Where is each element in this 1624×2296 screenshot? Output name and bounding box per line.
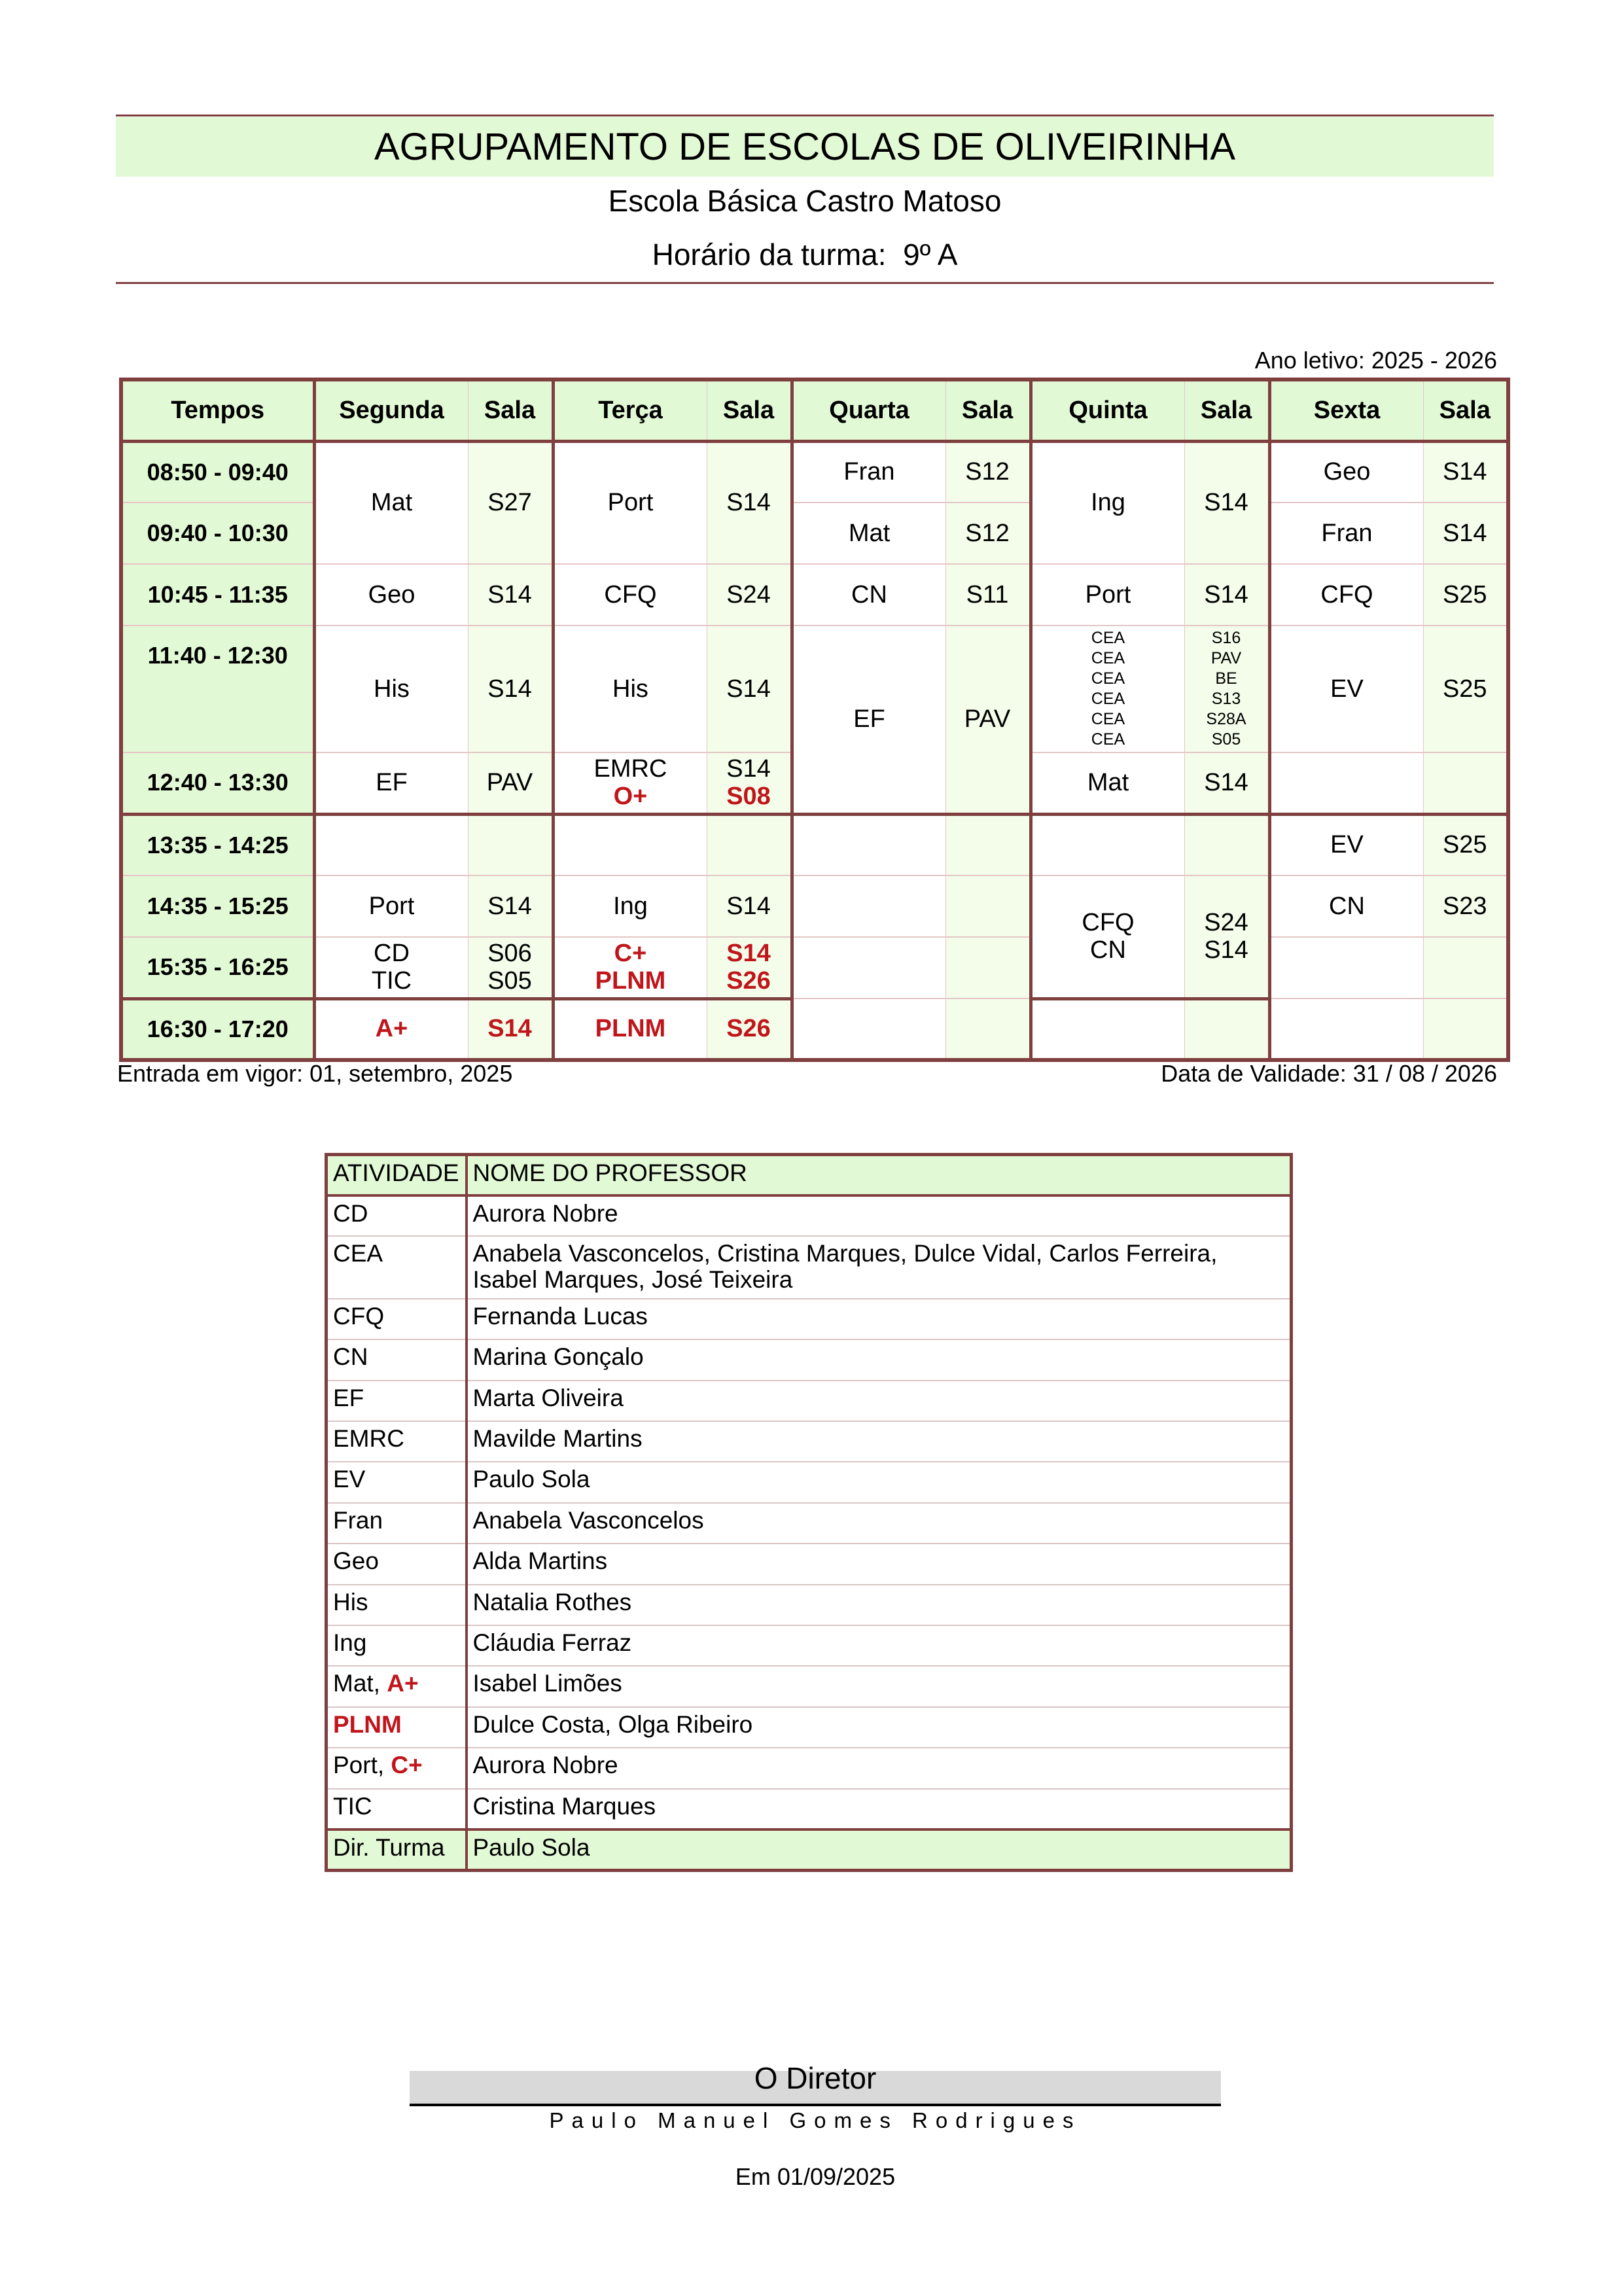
wednesday-room <box>945 814 1031 875</box>
col-header-room: Sala <box>1184 380 1269 441</box>
teacher-row <box>327 1339 1292 1380</box>
friday-room <box>1423 752 1508 814</box>
monday-room <box>468 937 553 998</box>
col-header-room: Sala <box>1423 380 1508 441</box>
teacher-row <box>327 1195 1292 1236</box>
teacher-row <box>327 1585 1292 1625</box>
teacher-cell <box>467 1236 1292 1299</box>
class-title <box>116 237 1494 272</box>
friday-subject: EV <box>1269 626 1423 752</box>
thursday-subject <box>1031 814 1184 875</box>
time-slot: 15:35 - 16:25 <box>121 937 314 998</box>
friday-room: S23 <box>1423 875 1508 937</box>
activity-cell: Fran <box>327 1503 467 1544</box>
activity-name: Port, <box>333 1752 391 1779</box>
wednesday-subject <box>792 875 945 937</box>
header-activity: ATIVIDADE <box>327 1155 467 1195</box>
room-value: S08 <box>726 783 771 811</box>
monday-room: PAV <box>468 752 553 814</box>
wednesday-subject <box>792 998 945 1060</box>
wednesday-subject: EF <box>792 626 945 814</box>
monday-room: S14 <box>468 875 553 937</box>
cea-subject: CEA <box>1091 669 1125 688</box>
teacher-row <box>327 1421 1292 1462</box>
cea-subject: CEA <box>1091 629 1125 647</box>
monday-subject: Mat <box>314 441 468 564</box>
room-value: S24 <box>1204 909 1248 937</box>
wednesday-room <box>945 937 1031 998</box>
tuesday-room <box>707 752 792 814</box>
activity-cell: EF <box>327 1381 467 1421</box>
teacher-line: Anabela Vasconcelos, Cristina Marques, Dulce Vidal, Carlos Ferreira, <box>472 1240 1218 1267</box>
col-header-thursday: Quinta <box>1031 380 1184 441</box>
teacher-cell: Aurora Nobre <box>467 1748 1292 1788</box>
time-slot: 12:40 - 13:30 <box>121 752 314 814</box>
teacher-row <box>327 1789 1292 1829</box>
subject-c-plus: C+ <box>614 940 647 968</box>
activity-cell: Geo <box>327 1544 467 1584</box>
tuesday-subject <box>553 752 707 814</box>
friday-room: S14 <box>1423 503 1508 564</box>
teacher-line: Isabel Marques, José Teixeira <box>472 1266 793 1294</box>
activity-extra: A+ <box>387 1670 419 1697</box>
room-value: S26 <box>726 967 771 995</box>
activity-cell: Dir. Turma <box>327 1829 467 1871</box>
activity-cell: EMRC <box>327 1421 467 1462</box>
thursday-room <box>1184 814 1269 875</box>
friday-subject <box>1269 937 1423 998</box>
tuesday-room: S14 <box>707 441 792 564</box>
schedule-table <box>119 378 1510 1062</box>
teacher-row <box>327 1299 1292 1339</box>
teacher-row <box>327 1707 1292 1748</box>
activity-cell: CFQ <box>327 1299 467 1339</box>
col-header-monday: Segunda <box>314 380 468 441</box>
monday-room <box>468 814 553 875</box>
subject-cn: CN <box>1090 936 1126 964</box>
room-value: S14 <box>726 755 771 783</box>
subject-plnm: PLNM <box>595 967 666 995</box>
schedule-row <box>121 626 1508 752</box>
friday-room <box>1423 937 1508 998</box>
teacher-row <box>327 1462 1292 1502</box>
col-header-tuesday: Terça <box>553 380 707 441</box>
col-header-friday: Sexta <box>1269 380 1423 441</box>
monday-subject: Geo <box>314 564 468 626</box>
activity-extra: C+ <box>391 1752 423 1779</box>
wednesday-subject: Fran <box>792 441 945 503</box>
activity-cell <box>327 1748 467 1788</box>
room-value: S14 <box>1204 936 1248 964</box>
activity-cell: His <box>327 1585 467 1625</box>
teacher-cell: Paulo Sola <box>467 1829 1292 1871</box>
wednesday-subject: CN <box>792 564 945 626</box>
room-value: S05 <box>487 967 532 995</box>
wednesday-room <box>945 875 1031 937</box>
cea-subject: CEA <box>1091 730 1125 749</box>
friday-subject: CFQ <box>1269 564 1423 626</box>
cea-room: S05 <box>1211 730 1241 749</box>
teacher-row <box>327 1544 1292 1584</box>
tuesday-subject: Ing <box>553 875 707 937</box>
thursday-room <box>1184 998 1269 1060</box>
activity-cell: CD <box>327 1195 467 1236</box>
tuesday-room <box>707 937 792 998</box>
school-year: Ano letivo: 2025 - 2026 <box>1254 347 1497 374</box>
wednesday-room: S11 <box>945 564 1031 626</box>
teacher-cell: Cláudia Ferraz <box>467 1625 1292 1666</box>
monday-subject: His <box>314 626 468 752</box>
thursday-cea-subjects <box>1031 626 1184 752</box>
thursday-room: S14 <box>1184 441 1269 564</box>
col-header-room: Sala <box>468 380 553 441</box>
tuesday-subject: PLNM <box>553 998 707 1060</box>
cea-room: S28A <box>1206 710 1246 728</box>
subject-cfq: CFQ <box>1082 909 1135 937</box>
tuesday-room: S26 <box>707 998 792 1060</box>
thursday-subject <box>1031 875 1184 998</box>
schedule-row <box>121 441 1508 503</box>
friday-room: S25 <box>1423 564 1508 626</box>
activity-cell: EV <box>327 1462 467 1502</box>
class-label: Horário da turma: <box>652 238 887 272</box>
thursday-subject: Port <box>1031 564 1184 626</box>
tuesday-subject: Port <box>553 441 707 564</box>
wednesday-room: S12 <box>945 441 1031 503</box>
wednesday-subject <box>792 814 945 875</box>
activity-cell: CEA <box>327 1236 467 1299</box>
page-title: AGRUPAMENTO DE ESCOLAS DE OLIVEIRINHA <box>116 117 1494 177</box>
thursday-cea-rooms <box>1184 626 1269 752</box>
signature-label: O Diretor <box>754 2061 877 2095</box>
teacher-cell: Dulce Costa, Olga Ribeiro <box>467 1707 1292 1748</box>
schedule-row <box>121 814 1508 875</box>
friday-room: S25 <box>1423 626 1508 752</box>
room-value: S14 <box>726 940 771 968</box>
teachers-table <box>325 1153 1293 1872</box>
teacher-cell: Marina Gonçalo <box>467 1339 1292 1380</box>
teachers-header-row <box>327 1155 1292 1195</box>
school-name: Escola Básica Castro Matoso <box>608 184 1002 218</box>
thursday-room: S14 <box>1184 564 1269 626</box>
friday-subject <box>1269 752 1423 814</box>
subject-cd: CD <box>374 940 410 968</box>
thursday-room: S14 <box>1184 752 1269 814</box>
teacher-row <box>327 1625 1292 1666</box>
friday-subject <box>1269 998 1423 1060</box>
teacher-cell: Cristina Marques <box>467 1789 1292 1829</box>
friday-room: S14 <box>1423 441 1508 503</box>
schedule-row <box>121 937 1508 998</box>
tuesday-room: S14 <box>707 875 792 937</box>
teacher-row <box>327 1381 1292 1421</box>
top-rule <box>116 115 1494 116</box>
monday-room: S14 <box>468 564 553 626</box>
room-value: S06 <box>487 940 532 968</box>
friday-subject: Geo <box>1269 441 1423 503</box>
monday-room: S27 <box>468 441 553 564</box>
tuesday-subject <box>553 814 707 875</box>
teacher-cell: Mavilde Martins <box>467 1421 1292 1462</box>
friday-subject: EV <box>1269 814 1423 875</box>
subject-tic: TIC <box>371 967 412 995</box>
class-value: 9º A <box>903 238 958 272</box>
monday-subject: Port <box>314 875 468 937</box>
monday-room: S14 <box>468 626 553 752</box>
subject-emrc: EMRC <box>593 755 667 783</box>
time-slot: 13:35 - 14:25 <box>121 814 314 875</box>
cea-subject: CEA <box>1091 649 1125 667</box>
cea-subject: CEA <box>1091 710 1125 728</box>
time-slot: 09:40 - 10:30 <box>121 503 314 564</box>
director-name: Paulo Manuel Gomes Rodrigues <box>549 2108 1082 2132</box>
activity-cell: CN <box>327 1339 467 1380</box>
monday-subject <box>314 937 468 998</box>
activity-cell: TIC <box>327 1789 467 1829</box>
teacher-cell: Paulo Sola <box>467 1462 1292 1502</box>
time-slot: 14:35 - 15:25 <box>121 875 314 937</box>
teacher-cell: Alda Martins <box>467 1544 1292 1584</box>
col-header-wednesday: Quarta <box>792 380 945 441</box>
thursday-room <box>1184 875 1269 998</box>
schedule-row <box>121 564 1508 626</box>
header-teacher: NOME DO PROFESSOR <box>467 1155 1292 1195</box>
cea-room: PAV <box>1210 649 1242 667</box>
friday-subject: Fran <box>1269 503 1423 564</box>
friday-room: S25 <box>1423 814 1508 875</box>
wednesday-subject <box>792 937 945 998</box>
cea-room: S13 <box>1211 690 1241 708</box>
cea-subject: CEA <box>1091 690 1125 708</box>
thursday-subject <box>1031 998 1184 1060</box>
schedule-row <box>121 875 1508 937</box>
time-slot: 10:45 - 11:35 <box>121 564 314 626</box>
wednesday-room: PAV <box>945 626 1031 814</box>
teacher-row <box>327 1236 1292 1299</box>
activity-name: Mat, <box>333 1670 387 1697</box>
time-slot: 11:40 - 12:30 <box>121 626 314 752</box>
col-header-times: Tempos <box>121 380 314 441</box>
tuesday-room <box>707 814 792 875</box>
col-header-room: Sala <box>707 380 792 441</box>
thursday-subject: Mat <box>1031 752 1184 814</box>
teacher-row <box>327 1503 1292 1544</box>
wednesday-room <box>945 998 1031 1060</box>
activity-cell: Ing <box>327 1625 467 1666</box>
teacher-row-director <box>327 1829 1292 1871</box>
tuesday-room: S14 <box>707 626 792 752</box>
teacher-cell: Anabela Vasconcelos <box>467 1503 1292 1544</box>
friday-room <box>1423 998 1508 1060</box>
activity-cell: PLNM <box>327 1707 467 1748</box>
signature-date: Em 01/09/2025 <box>735 2163 896 2190</box>
tuesday-subject: CFQ <box>553 564 707 626</box>
cea-room: BE <box>1215 669 1237 688</box>
teacher-row <box>327 1666 1292 1706</box>
header-bottom-rule <box>116 282 1494 284</box>
validity-date: Data de Validade: 31 / 08 / 2026 <box>1161 1060 1497 1087</box>
wednesday-room: S12 <box>945 503 1031 564</box>
friday-subject: CN <box>1269 875 1423 937</box>
teacher-cell: Marta Oliveira <box>467 1381 1292 1421</box>
teacher-cell: Fernanda Lucas <box>467 1299 1292 1339</box>
col-header-room: Sala <box>945 380 1031 441</box>
tuesday-subject: His <box>553 626 707 752</box>
monday-subject: A+ <box>314 998 468 1060</box>
effective-date: Entrada em vigor: 01, setembro, 2025 <box>117 1060 513 1087</box>
time-slot: 16:30 - 17:20 <box>121 998 314 1060</box>
teacher-cell: Natalia Rothes <box>467 1585 1292 1625</box>
tuesday-subject <box>553 937 707 998</box>
monday-subject <box>314 814 468 875</box>
schedule-row <box>121 998 1508 1060</box>
teacher-row <box>327 1748 1292 1788</box>
monday-room: S14 <box>468 998 553 1060</box>
activity-cell <box>327 1666 467 1706</box>
wednesday-subject: Mat <box>792 503 945 564</box>
teacher-cell: Isabel Limões <box>467 1666 1292 1706</box>
thursday-subject: Ing <box>1031 441 1184 564</box>
tuesday-room: S24 <box>707 564 792 626</box>
schedule-header-row <box>121 380 1508 441</box>
teacher-cell: Aurora Nobre <box>467 1195 1292 1236</box>
monday-subject: EF <box>314 752 468 814</box>
cea-room: S16 <box>1211 629 1241 647</box>
time-slot: 08:50 - 09:40 <box>121 441 314 503</box>
subject-o-plus: O+ <box>613 783 648 811</box>
